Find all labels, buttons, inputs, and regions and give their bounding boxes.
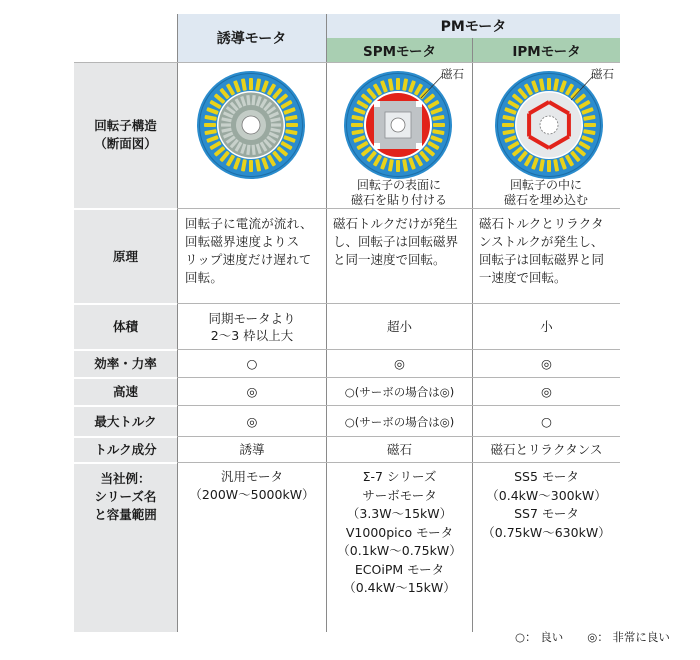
volume-induction-line2: 2～3 枠以上大 [210, 328, 294, 343]
header-induction-label: 誘導モータ [216, 31, 287, 47]
volume-spm [327, 305, 472, 349]
divider-row-5 [177, 377, 620, 378]
header-spm [327, 38, 472, 62]
examples-ipm-line: SS5 モータ [514, 469, 579, 484]
max-torque-spm-rating: ○(サーボの場合は◎) [344, 414, 455, 429]
examples-induction-line: 汎用モータ [220, 469, 283, 484]
principle-ipm-line: 磁石トルクとリラクタ [479, 216, 604, 231]
spm-magnet-label: 磁石 [441, 67, 464, 81]
max-torque-spm [327, 407, 472, 436]
divider-row-6 [177, 405, 620, 406]
header-induction [177, 14, 326, 62]
stator-winding [249, 160, 253, 172]
row-label-examples [74, 464, 177, 632]
principle-label: 原理 [112, 248, 138, 264]
efficiency-induction [178, 351, 326, 377]
principle-ipm-line: 一速度で回転。 [479, 270, 567, 285]
efficiency-ipm [473, 351, 620, 377]
volume-ipm [473, 305, 620, 349]
spm-caption-line2: 磁石を貼り付ける [350, 193, 447, 207]
spm-caption [329, 178, 469, 208]
header-spm-label: SPMモータ [362, 44, 436, 60]
spm-caption-line1: 回転子の表面に [356, 178, 441, 192]
ipm-caption-line1: 回転子の中に [509, 178, 582, 192]
torque-component-ipm-value: 磁石とリラクタンス [490, 442, 603, 457]
volume-ipm-value: 小 [540, 319, 553, 334]
efficiency-ipm-rating: ◎ [541, 356, 552, 371]
principle-induction-line: 回転磁界速度よりス [185, 234, 300, 249]
examples-spm-line: （0.4kW～15kW） [343, 580, 456, 595]
header-ipm-label: IPMモータ [512, 44, 581, 60]
volume-induction [178, 305, 326, 349]
stator-winding [396, 160, 400, 172]
structure-label-line2: （断面図） [94, 136, 157, 151]
high-speed-spm-rating: ○(サーボの場合は◎) [344, 385, 455, 399]
legend-very-good: ◎： 非常に良い [587, 630, 670, 644]
divider-row-3 [177, 303, 620, 304]
examples-label-line3: と容量範囲 [94, 507, 157, 522]
torque-component-spm-value: 磁石 [386, 442, 412, 457]
stator-winding [204, 123, 216, 127]
stator-winding [584, 123, 596, 127]
rotor-notch [416, 101, 422, 107]
principle-ipm [479, 215, 619, 287]
volume-induction-line1: 同期モータより [208, 311, 296, 326]
examples-spm-line: サーボモータ [362, 487, 437, 503]
efficiency-spm-rating: ◎ [394, 356, 405, 371]
stator-winding [547, 78, 551, 90]
rotor-notch [374, 143, 380, 149]
stator-winding [433, 123, 445, 127]
principle-spm [333, 215, 471, 269]
examples-induction-line: （200W～5000kW） [189, 487, 315, 502]
examples-spm-line: ECOiPM モータ [354, 561, 445, 577]
high-speed-ipm [473, 379, 620, 405]
row-label-volume [74, 305, 177, 349]
ipm-caption [476, 178, 616, 208]
header-ipm [473, 38, 620, 62]
ipm-caption-line2: 磁石を埋め込む [503, 193, 588, 207]
rotor-notch [416, 143, 422, 149]
divider-row-2 [177, 208, 620, 209]
divider-row-8 [177, 462, 620, 463]
torque-component-induction [178, 438, 326, 462]
principle-induction-line: 回転子に電流が流れ、 [185, 216, 313, 231]
legend [515, 629, 695, 645]
max-torque-induction [178, 407, 326, 436]
structure-label-line1: 回転子構造 [94, 118, 157, 133]
volume-label: 体積 [112, 319, 138, 334]
shaft [391, 118, 405, 132]
rotor-bar [271, 123, 281, 126]
stator-winding [547, 160, 551, 172]
max-torque-label: 最大トルク [94, 413, 157, 429]
row-label-structure [74, 62, 177, 208]
efficiency-label: 効率・力率 [94, 356, 157, 371]
header-pm [327, 14, 620, 38]
high-speed-spm [327, 379, 472, 405]
stator-winding [502, 123, 514, 127]
high-speed-ipm-rating: ◎ [541, 384, 552, 399]
shaft [242, 116, 260, 134]
examples-spm-line: （3.3W～15kW） [346, 506, 453, 521]
divider-row-1 [74, 62, 620, 63]
shaft [540, 116, 558, 134]
induction-motor-diagram [196, 70, 306, 180]
principle-induction-line: リップ速度だけ遅れて [185, 252, 312, 267]
stator-winding [286, 123, 298, 127]
torque-component-ipm [473, 438, 620, 462]
high-speed-induction [178, 379, 326, 405]
rotor-notch [374, 101, 380, 107]
examples-spm-line: V1000pico モータ [345, 524, 454, 540]
examples-induction [178, 468, 326, 504]
examples-label-line2: シリーズ名 [94, 489, 157, 504]
stator-winding [351, 123, 363, 127]
examples-spm-line: Σ-7 シリーズ [362, 469, 437, 484]
stator-winding [396, 78, 400, 90]
efficiency-spm [327, 351, 472, 377]
max-torque-ipm [473, 407, 620, 436]
examples-ipm-line: （0.75kW～630kW） [482, 524, 611, 540]
examples-spm-line: （0.1kW～0.75kW） [337, 543, 462, 558]
max-torque-induction-rating: ◎ [246, 413, 258, 429]
efficiency-induction-rating: ○ [246, 356, 258, 371]
examples-spm [327, 468, 472, 598]
high-speed-induction-rating: ◎ [246, 384, 258, 399]
divider-row-4 [177, 349, 620, 350]
principle-induction-line: 回転。 [185, 270, 224, 285]
examples-ipm-line: （0.4kW～300kW） [486, 487, 607, 503]
examples-ipm [473, 468, 620, 542]
ipm-magnet-label: 磁石 [591, 67, 614, 81]
stator-winding [249, 78, 253, 90]
principle-spm-line: し、回転子は回転磁界 [333, 234, 459, 249]
principle-ipm-line: ンストルクが発生し、 [479, 234, 604, 249]
ipm-motor-diagram [494, 70, 604, 180]
row-label-principle [74, 210, 177, 303]
examples-label-line1: 当社例： [100, 471, 151, 486]
row-label-max-torque [74, 407, 177, 436]
volume-spm-value: 超小 [386, 319, 412, 334]
principle-induction [185, 215, 325, 287]
legend-good: ○： 良い [515, 630, 564, 644]
spm-motor-diagram [343, 70, 453, 180]
row-label-high-speed [74, 379, 177, 405]
torque-component-spm [327, 438, 472, 462]
torque-component-label: トルク成分 [94, 442, 157, 457]
principle-spm-line: 磁石トルクだけが発生 [333, 216, 458, 231]
divider-row-7 [177, 436, 620, 437]
header-pm-label: PMモータ [440, 19, 507, 35]
row-label-torque-component [74, 438, 177, 462]
rotor-bar [221, 123, 231, 126]
principle-ipm-line: 回転子は回転磁界と同 [479, 252, 605, 267]
row-label-efficiency [74, 351, 177, 377]
torque-component-induction-value: 誘導 [239, 442, 265, 457]
examples-ipm-line: SS7 モータ [514, 506, 579, 521]
high-speed-label: 高速 [112, 384, 138, 399]
max-torque-ipm-rating: ○ [541, 413, 552, 429]
principle-spm-line: と同一速度で回転。 [333, 252, 446, 267]
